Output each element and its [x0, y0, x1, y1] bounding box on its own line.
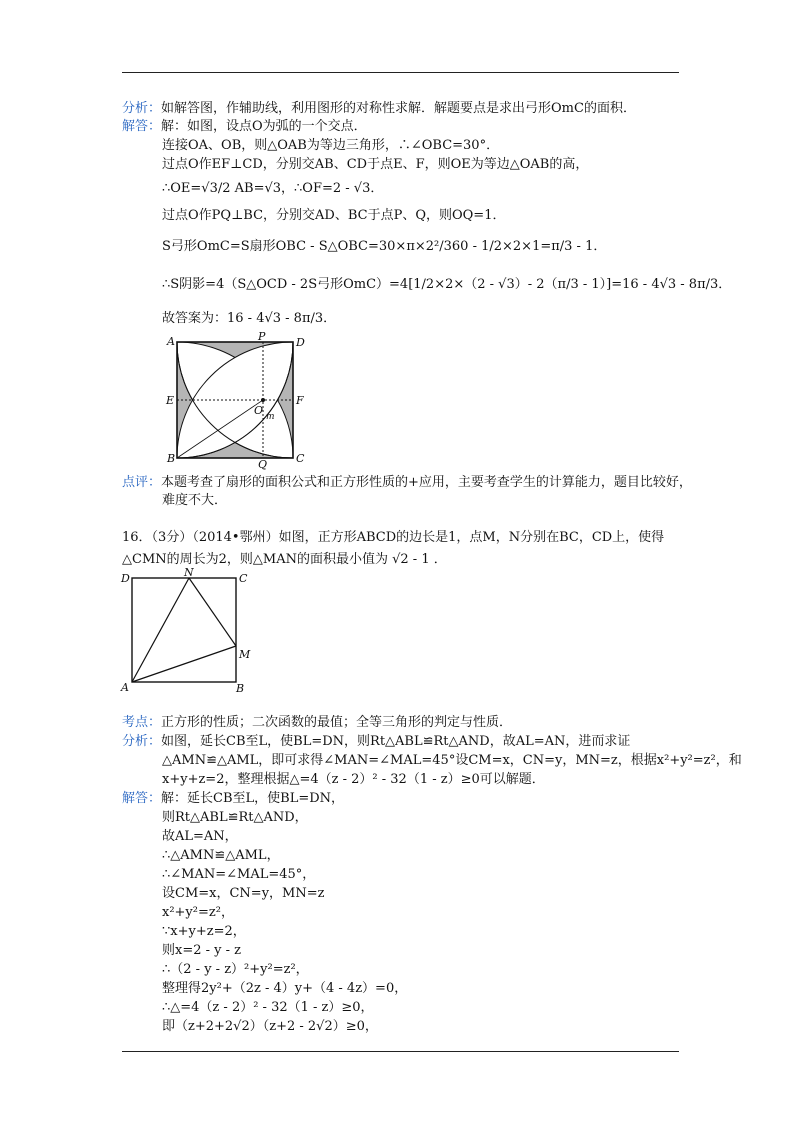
- comment-label: 点评：: [122, 475, 162, 490]
- answer16-line-9: ∴（2 - y - z）²+y²=z²，: [162, 962, 309, 977]
- figure-square-triangle-svg: [118, 568, 254, 696]
- comment-text-0: 本题考查了扇形的面积公式和正方形性质的+应用，主要考查学生的计算能力，题目比较好，: [161, 475, 692, 490]
- question16-line-1: △CMN的周长为2，则△MAN的面积最小值为 √2 - 1 ．: [122, 552, 447, 567]
- analysis16-line-1: △AMN≌△AML，即可求得∠MAN=∠MAL=45°设CM=x，CN=y，MN=z，根据x²+y²=z²，和: [162, 753, 742, 768]
- answer16-line-0: [122, 790, 344, 808]
- analysis-line: [122, 100, 636, 118]
- label-a2: A: [121, 681, 129, 694]
- kaodian-line: [122, 714, 512, 732]
- answer16-line-7: ∵x+y+z=2，: [162, 924, 246, 939]
- answer16-line-4: ∴∠MAN=∠MAL=45°，: [162, 867, 316, 882]
- answer-line-0: [122, 118, 367, 136]
- segment-nm: [189, 578, 236, 646]
- label-c2: C: [239, 572, 248, 585]
- answer-line-1: 连接OA、OB，则△OAB为等边三角形，∴∠OBC=30°．: [162, 138, 500, 153]
- analysis16-line-2: x+y+z=2，整理根据△=4（z - 2）² - 32（1 - z）≥0可以解题．: [162, 772, 545, 787]
- answer16-line-2: 故AL=AN，: [162, 829, 238, 844]
- label-c: C: [296, 452, 305, 465]
- label-b2: B: [236, 682, 245, 695]
- answer16-line-6: x²+y²=z²，: [162, 905, 234, 920]
- answer16-line-12: 即（z+2+2√2）（z+2 - 2√2）≥0，: [162, 1019, 378, 1034]
- answer-label: 解答：: [122, 119, 162, 134]
- label-d: D: [296, 336, 305, 349]
- analysis-text: 如解答图，作辅助线，利用图形的对称性求解．解题要点是求出弓形OmC的面积．: [161, 101, 636, 116]
- point-o: [261, 398, 265, 402]
- analysis-label: 分析：: [122, 101, 162, 116]
- answer-line-2: 过点O作EF⊥CD，分别交AB、CD于点E、F，则OE为等边△OAB的高，: [162, 157, 589, 172]
- analysis16-text-0: 如图，延长CB至L，使BL=DN，则Rt△ABL≌Rt△AND，故AL=AN，进而求证: [161, 734, 631, 749]
- answer16-label: 解答：: [122, 791, 162, 806]
- label-p: P: [258, 332, 266, 343]
- label-d2: D: [121, 572, 130, 585]
- label-o: O: [254, 404, 264, 417]
- analysis16-line-0: [122, 733, 630, 751]
- bottom-rule: [122, 1051, 679, 1052]
- figure-square-triangle: [118, 568, 254, 696]
- kaodian-label: 考点：: [122, 715, 162, 730]
- answer16-line-5: 设CM=x，CN=y，MN=z: [162, 886, 325, 901]
- segment-an: [132, 578, 189, 682]
- comment-line-0: [122, 474, 692, 492]
- answer-line-3: ∴OE=√3/2 AB=√3，∴OF=2 - √3．: [162, 181, 384, 196]
- label-e: E: [166, 394, 175, 407]
- answer16-line-1: 则Rt△ABL≌Rt△AND，: [162, 810, 308, 825]
- answer16-text-0: 解：延长CB至L，使BL=DN，: [161, 791, 345, 806]
- label-f: F: [296, 394, 304, 407]
- answer-line-4: 过点O作PQ⊥BC，分别交AD、BC于点P、Q，则OQ=1．: [162, 208, 506, 223]
- figure-square-arcs-svg: [162, 332, 308, 470]
- analysis16-label: 分析：: [122, 734, 162, 749]
- answer16-line-8: 则x=2 - y - z: [162, 943, 242, 958]
- answer-text: 解：如图，设点O为弧的一个交点．: [161, 119, 367, 134]
- answer16-line-3: ∴△AMN≌△AML，: [162, 848, 280, 863]
- answer-line-5: S弓形OmC=S扇形OBC - S△OBC=30×π×2²/360 - 1/2×2×1=π/3 - 1．: [162, 239, 607, 254]
- comment-line-1: 难度不大．: [162, 493, 228, 508]
- label-a: A: [167, 335, 175, 348]
- label-b: B: [167, 452, 176, 465]
- question16-line-0: 16．（3分）（2014•鄂州）如图，正方形ABCD的边长是1，点M，N分别在BC，CD上，使得: [122, 530, 665, 545]
- answer-line-7: 故答案为：16 - 4√3 - 8π/3．: [162, 311, 337, 326]
- answer-line-6: ∴S阴影=4（S△OCD - 2S弓形OmC）=4[1/2×2×（2 - √3）- 2（π/3 - 1）]=16 - 4√3 - 8π/3．: [162, 277, 732, 292]
- kaodian-text: 正方形的性质；二次函数的最值；全等三角形的判定与性质．: [161, 715, 513, 730]
- label-q: Q: [258, 458, 268, 470]
- answer16-line-10: 整理得2y²+（2z - 4）y+（4 - 4z）=0，: [162, 981, 408, 996]
- answer16-line-11: ∴△=4（z - 2）² - 32（1 - z）≥0，: [162, 1000, 374, 1015]
- label-m: m: [266, 412, 275, 422]
- figure-square-arcs: [162, 332, 308, 470]
- top-rule: [122, 72, 679, 73]
- label-n: N: [184, 568, 194, 579]
- segment-am: [132, 646, 236, 682]
- label-m2: M: [239, 648, 251, 661]
- square-abcd: [132, 578, 236, 682]
